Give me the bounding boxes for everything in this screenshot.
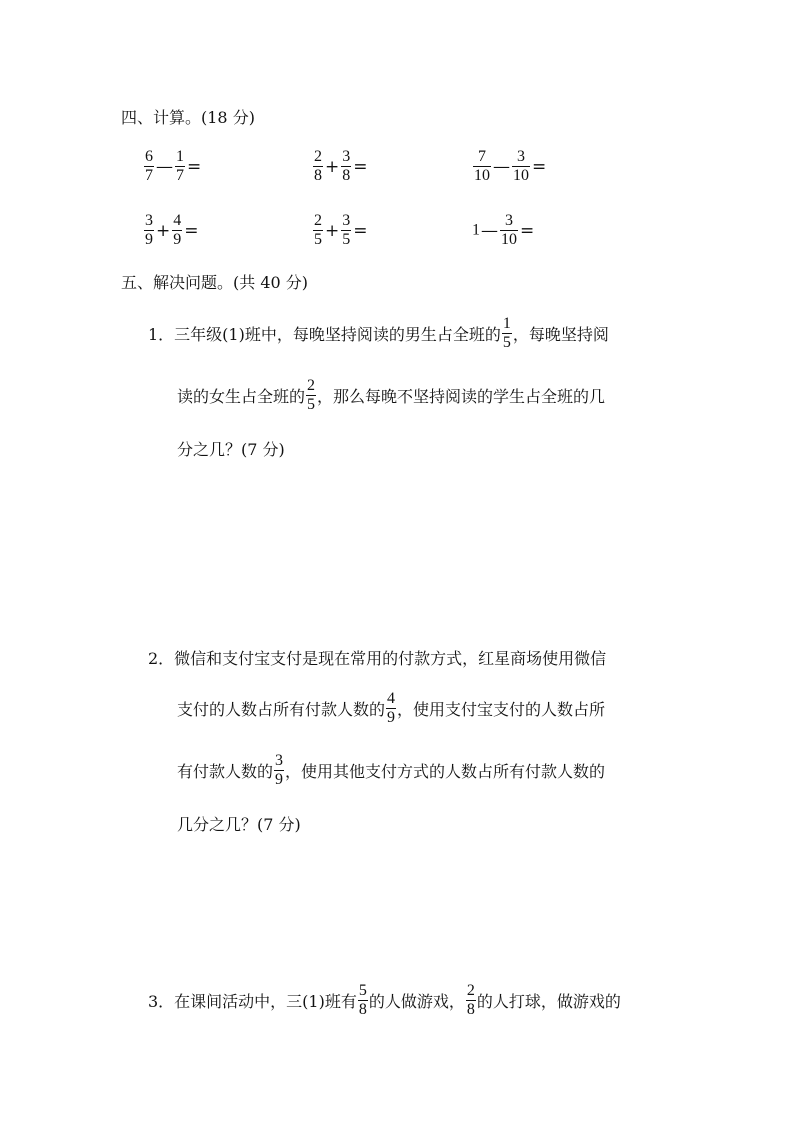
fraction: $\frac{7}{10}$ [474,148,490,184]
fraction: $\frac{3}{9}$ [145,212,153,248]
fraction: $\frac{1}{7}$ [176,148,184,184]
q2-line-1: 2．微信和支付宝支付是现在常用的付款方式，红星商场使用微信 [148,649,607,668]
fraction: $\frac{2}{5}$ [314,212,322,248]
calc-problem-2: $\frac{2}{8}$ + $\frac{3}{8}$ = [314,148,368,184]
q2-line-4: 几分之几？(7 分) [177,815,301,834]
fraction: $\frac{1}{5}$ [502,315,511,351]
calc-problem-3: $\frac{7}{10}$ — $\frac{3}{10}$ = [474,148,547,184]
fraction: $\frac{2}{5}$ [307,377,316,413]
calc-problem-1: $\frac{6}{7}$ — $\frac{1}{7}$ = [145,148,202,184]
q2-line-3: 有付款人数的 $\frac{3}{9}$ ，使用其他支付方式的人数占所有付款人数的 [177,752,606,788]
calc-problem-5: $\frac{2}{5}$ + $\frac{3}{5}$ = [314,212,368,248]
q1-line-2: 读的女生占全班的 $\frac{2}{5}$ ，那么每晚不坚持阅读的学生占全班的几 [177,377,606,413]
fraction: $\frac{6}{7}$ [145,148,153,184]
calc-problem-6: 1— $\frac{3}{10}$ = [472,212,535,248]
calc-problem-4: $\frac{3}{9}$ + $\frac{4}{9}$ = [145,212,199,248]
fraction: $\frac{5}{8}$ [358,982,367,1018]
fraction: $\frac{3}{8}$ [342,148,351,184]
fraction: $\frac{2}{8}$ [466,982,475,1018]
q2-line-2: 支付的人数占所有付款人数的 $\frac{4}{9}$ ，使用支付宝支付的人数占所 [177,690,606,726]
fraction: $\frac{4}{9}$ [173,212,182,248]
fraction: $\frac{3}{5}$ [342,212,351,248]
q1-line-1: 1．三年级(1)班中，每晚坚持阅读的男生占全班的 $\frac{1}{5}$ ，每晚坚持阅 [148,315,609,351]
fraction: $\frac{2}{8}$ [314,148,322,184]
q3-line-1: 3．在课间活动中，三(1)班有 $\frac{5}{8}$ 的人做游戏， $\frac{2}{8}$ 的人打球，做游戏的 [148,982,621,1018]
fraction: $\frac{3}{9}$ [275,752,284,788]
fraction: $\frac{3}{10}$ [513,148,529,184]
section-5-heading: 五、解决问题。(共 40 分) [121,273,309,292]
fraction: $\frac{4}{9}$ [387,690,396,726]
q1-line-3: 分之几？(7 分) [177,440,285,459]
fraction: $\frac{3}{10}$ [501,212,517,248]
section-4-heading: 四、计算。(18 分) [121,108,255,127]
